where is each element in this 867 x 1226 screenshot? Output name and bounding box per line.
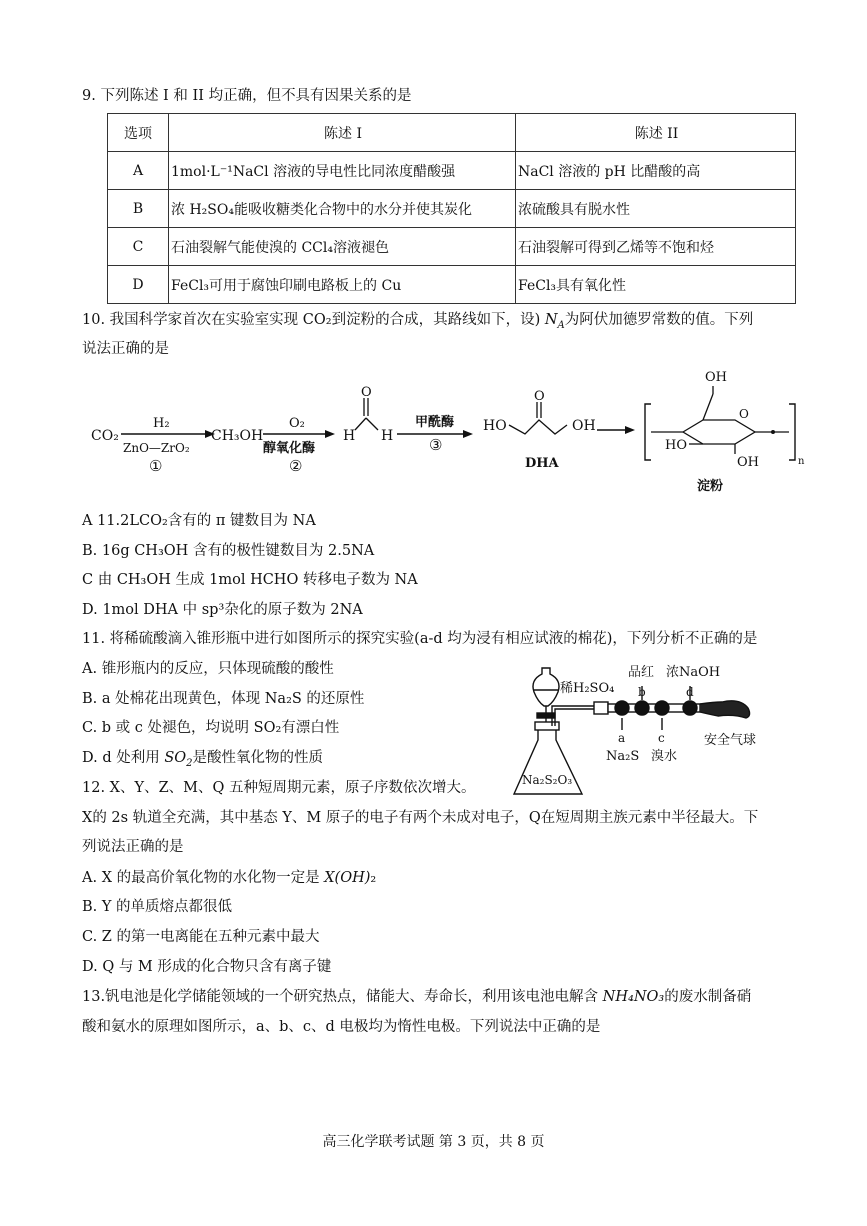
- row-statement-1: FeCl₃可用于腐蚀印刷电路板上的 Cu: [169, 266, 516, 304]
- table-row: [108, 190, 796, 228]
- table-row: [108, 152, 796, 190]
- co2-to-starch-scheme: [85, 368, 810, 498]
- row-statement-2: NaCl 溶液的 pH 比醋酸的高: [516, 152, 796, 190]
- q12-stem-line3: 列说法正确的是: [82, 839, 184, 855]
- q11-option-d: D. d 处利用 $SO_2$是酸性氧化物的性质: [82, 750, 324, 769]
- dha-ho: HO: [483, 418, 507, 434]
- q11-stem: 11. 将稀硫酸滴入锥形瓶中进行如图所示的探究实验(a-d 均为浸有相应试液的棉花)，下列分析不正确的是: [82, 631, 758, 647]
- row-statement-2: 浓硫酸具有脱水性: [516, 190, 796, 228]
- header-statement-1: 陈述 I: [169, 114, 516, 152]
- q9-stem: 9. 下列陈述 I 和 II 均正确，但不具有因果关系的是: [82, 88, 412, 104]
- row-statement-1: 石油裂解气能使溴的 CCl₄溶液褪色: [169, 228, 516, 266]
- row-statement-1: 1mol·L⁻¹NaCl 溶液的导电性比同浓度醋酸强: [169, 152, 516, 190]
- starch-oh-bottom: OH: [737, 455, 759, 470]
- cotton-a-label: a: [618, 731, 626, 745]
- sulfur-dioxide-apparatus: [508, 660, 770, 800]
- o2-reagent: O₂: [289, 416, 305, 431]
- naoh-label: 浓NaOH: [666, 665, 721, 680]
- cotton-b-label: b: [638, 685, 646, 699]
- safety-balloon-label: 安全气球: [704, 733, 757, 748]
- step1-marker: ①: [149, 457, 163, 475]
- h2-reagent: H₂: [153, 416, 170, 431]
- q10-option-a: A 11.2LCO₂含有的 π 键数目为 NA: [82, 513, 316, 529]
- thiosulfate-label: Na₂S₂O₃: [522, 773, 573, 787]
- q10-stem: 10. 我国科学家首次在实验室实现 CO₂到淀粉的合成，其路线如下，设) $N_A$为阿伏加德罗常数的值。下列: [82, 312, 754, 331]
- formaldehyde-o: O: [361, 385, 372, 400]
- q12-option-d: D. Q 与 M 形成的化合物只含有离子键: [82, 959, 332, 975]
- q9-table: [107, 113, 796, 304]
- q10-option-c: C 由 CH₃OH 生成 1mol HCHO 转移电子数为 NA: [82, 572, 418, 588]
- alcohol-oxidase-label: 醇氧化酶: [263, 441, 316, 456]
- row-label: C: [108, 228, 169, 266]
- q11-option-a: A. 锥形瓶内的反应，只体现硫酸的酸性: [82, 661, 334, 677]
- formolase-label: 甲酰酶: [415, 415, 455, 430]
- row-label: D: [108, 266, 169, 304]
- starch-label: 淀粉: [697, 479, 724, 494]
- q10-option-b: B. 16g CH₃OH 含有的极性键数目为 2.5NA: [82, 543, 375, 559]
- step3-marker: ③: [429, 436, 443, 454]
- dilute-sulfuric-acid-label: 稀H₂SO₄: [560, 681, 615, 696]
- co2-label: CO₂: [91, 428, 119, 444]
- q12-option-b: B. Y 的单质熔点都很低: [82, 899, 233, 915]
- formaldehyde-h-right: H: [381, 428, 394, 444]
- q13-stem-line2: 酸和氨水的原理如图所示，a、b、c、d 电极均为惰性电极。下列说法中正确的是: [82, 1019, 601, 1035]
- q10-option-d: D. 1mol DHA 中 sp³杂化的原子数为 2NA: [82, 602, 363, 618]
- dha-carbonyl-o: O: [534, 389, 545, 404]
- table-header-row: [108, 114, 796, 152]
- q12-stem: 12. X、Y、Z、M、Q 五种短周期元素，原子序数依次增大。: [82, 780, 476, 796]
- row-label: B: [108, 190, 169, 228]
- q10-stem-line2: 说法正确的是: [82, 341, 169, 357]
- formaldehyde-h-left: H: [343, 428, 356, 444]
- header-option: 选项: [108, 114, 169, 152]
- row-statement-2: FeCl₃具有氧化性: [516, 266, 796, 304]
- starch-oh-top: OH: [705, 370, 727, 385]
- table-row: [108, 228, 796, 266]
- header-statement-2: 陈述 II: [516, 114, 796, 152]
- dha-label: DHA: [525, 456, 559, 471]
- row-label: A: [108, 152, 169, 190]
- step2-marker: ②: [289, 457, 303, 475]
- q12-stem-line2: X的 2s 轨道全充满，其中基态 Y、M 原子的电子有两个未成对电子，Q在短周期主族元素中半径最大。下: [82, 810, 759, 826]
- bromine-water-label: 溴水: [651, 749, 678, 764]
- q13-stem: 13.钒电池是化学储能领域的一个研究热点，储能大、寿命长，利用该电池电解含 NH₄NO₃的废水制备硝: [82, 989, 752, 1005]
- catalyst-label: ZnO—ZrO₂: [123, 441, 190, 455]
- row-statement-1: 浓 H₂SO₄能吸收糖类化合物中的水分并使其炭化: [169, 190, 516, 228]
- dha-oh: OH: [572, 418, 596, 434]
- q11-option-c: C. b 或 c 处褪色，均说明 SO₂有漂白性: [82, 720, 340, 736]
- row-statement-2: 石油裂解可得到乙烯等不饱和烃: [516, 228, 796, 266]
- cotton-c-label: c: [658, 731, 665, 745]
- cotton-d-label: d: [686, 685, 694, 699]
- page-footer: 高三化学联考试题 第 3 页，共 8 页: [322, 1134, 545, 1150]
- q11-option-b: B. a 处棉花出现黄色，体现 Na₂S 的还原性: [82, 691, 365, 707]
- table-row: [108, 266, 796, 304]
- sodium-sulfide-label: Na₂S: [606, 749, 640, 764]
- methanol-label: CH₃OH: [211, 428, 264, 444]
- polymer-n: n: [798, 456, 805, 467]
- starch-ring-o: O: [739, 407, 749, 421]
- avogadro-symbol: N: [544, 312, 558, 328]
- starch-ho: HO: [665, 438, 687, 453]
- q12-option-c: C. Z 的第一电离能在五种元素中最大: [82, 929, 320, 945]
- fuchsine-label: 品红: [628, 665, 655, 680]
- q12-option-a: A. X 的最高价氧化物的水化物一定是 X(OH)₂: [82, 870, 377, 886]
